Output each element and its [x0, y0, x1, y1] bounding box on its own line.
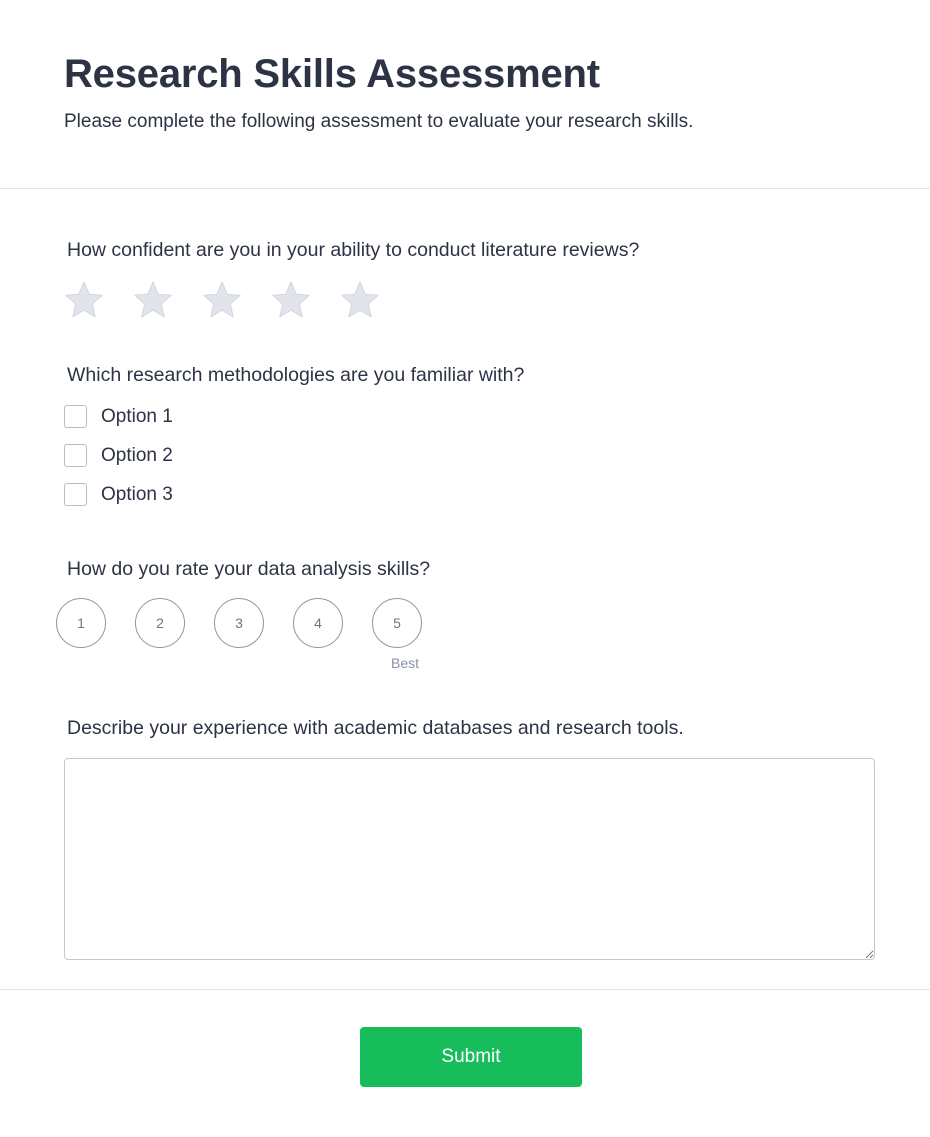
- question-methodologies: Which research methodologies are you familiar with?: [67, 364, 525, 386]
- form-subtitle: Please complete the following assessment to evaluate your research skills.: [64, 111, 694, 132]
- checkbox-option-3[interactable]: [64, 483, 364, 509]
- scale-option-4[interactable]: 4: [293, 598, 343, 648]
- submit-button[interactable]: Submit: [360, 1027, 582, 1087]
- checkbox[interactable]: [64, 444, 87, 467]
- scale-option-2[interactable]: 2: [135, 598, 185, 648]
- scale-max-label: Best: [391, 655, 420, 671]
- scale-option-1[interactable]: 1: [56, 598, 106, 648]
- question-databases-tools: Describe your experience with academic databases and research tools.: [67, 717, 684, 739]
- form-header: [0, 0, 930, 189]
- question-literature-reviews: How confident are you in your ability to conduct literature reviews?: [67, 239, 640, 261]
- star-icon[interactable]: [133, 280, 173, 320]
- star-icon[interactable]: [202, 280, 242, 320]
- footer-divider: [0, 989, 930, 990]
- scale-option-3[interactable]: 3: [214, 598, 264, 648]
- checkbox-label: Option 1: [101, 406, 173, 427]
- checkbox[interactable]: [64, 483, 87, 506]
- checkbox-option-2[interactable]: [64, 444, 364, 470]
- question-data-analysis: How do you rate your data analysis skills?: [67, 558, 431, 580]
- checkbox-label: Option 2: [101, 445, 173, 466]
- star-icon[interactable]: [64, 280, 104, 320]
- star-icon[interactable]: [340, 280, 380, 320]
- checkbox-option-1[interactable]: [64, 405, 364, 431]
- experience-textarea[interactable]: [64, 758, 875, 960]
- star-icon[interactable]: [271, 280, 311, 320]
- scale-option-5[interactable]: 5: [372, 598, 422, 648]
- checkbox[interactable]: [64, 405, 87, 428]
- form-title: Research Skills Assessment: [64, 52, 600, 96]
- checkbox-label: Option 3: [101, 484, 173, 505]
